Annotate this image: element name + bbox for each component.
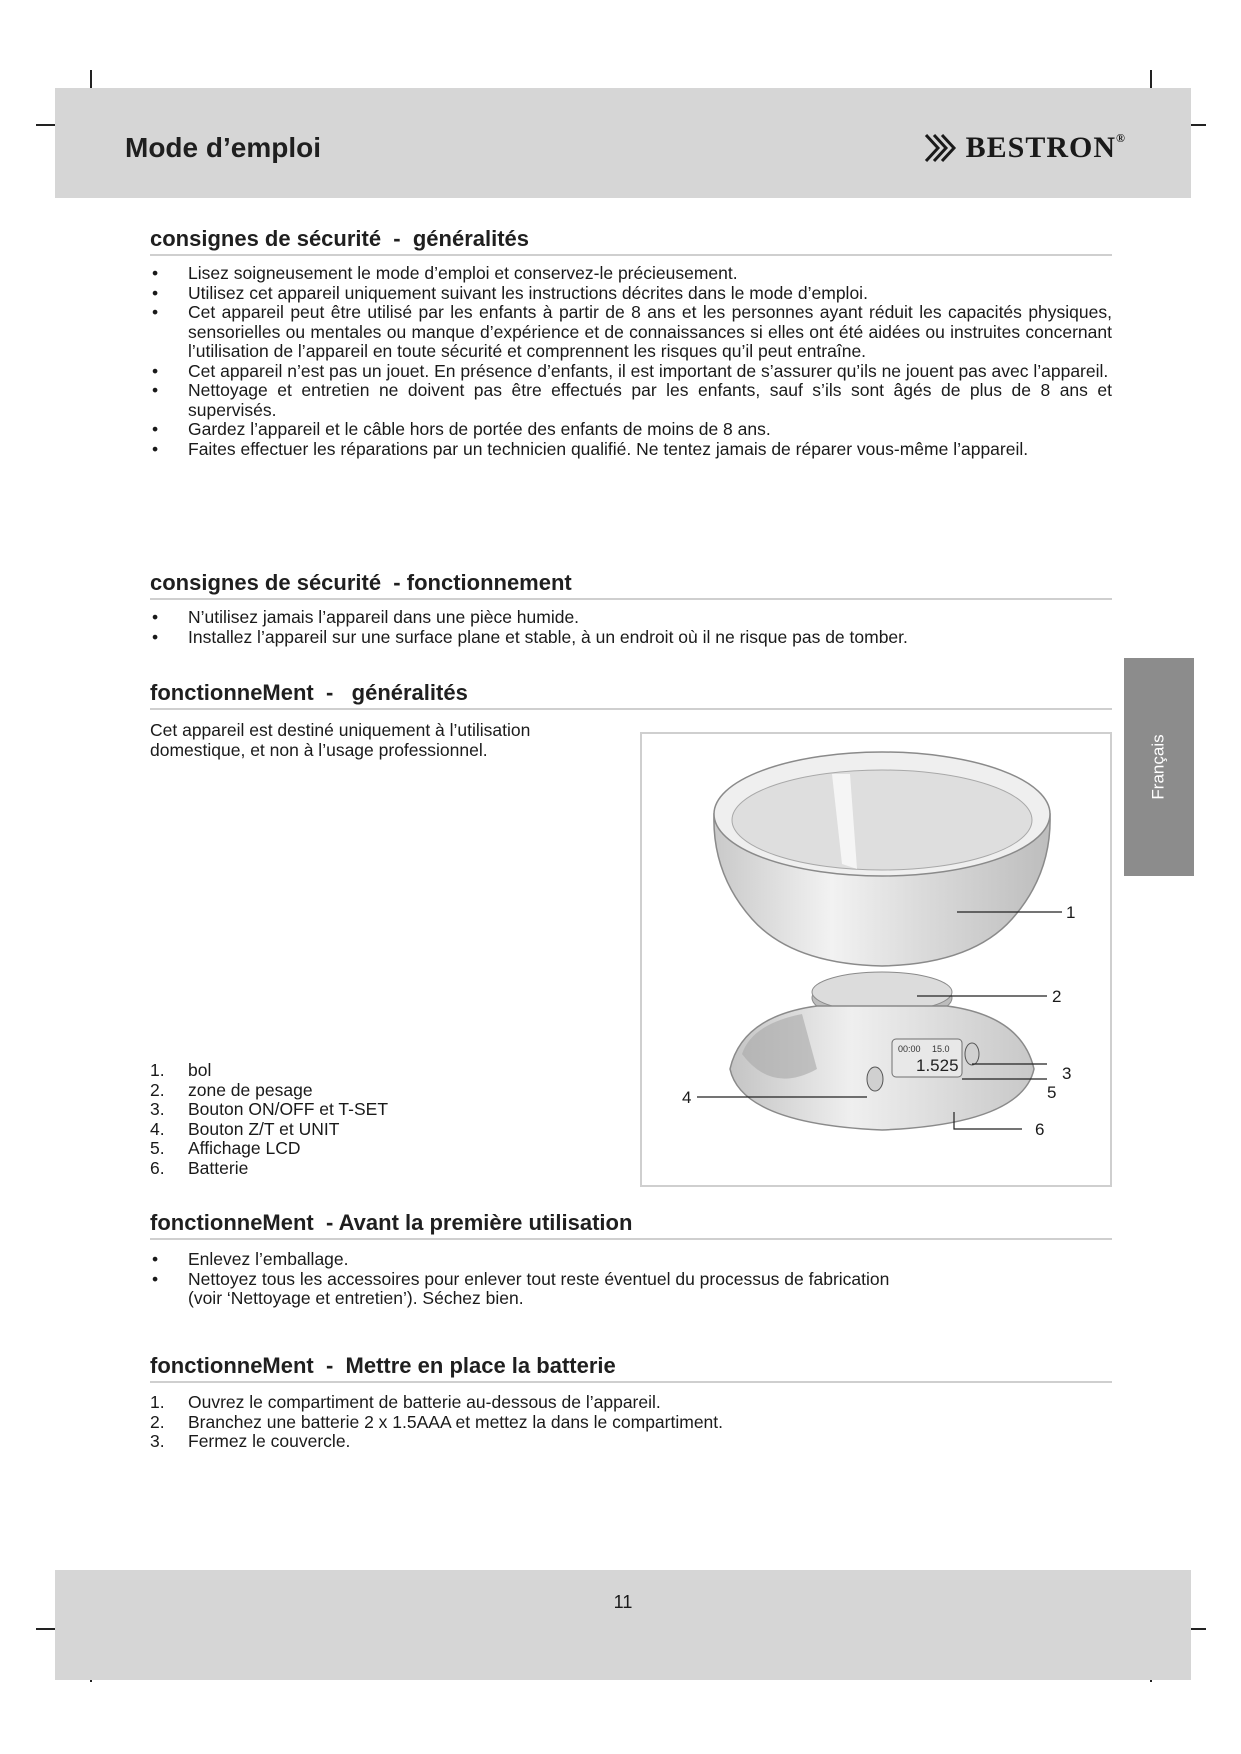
- list-item: 2. zone de pesage: [150, 1079, 313, 1100]
- kitchen-scale-illustration: [642, 734, 1110, 1185]
- list-item: • Cet appareil peut être utilisé par les enfants à partir de 8 ans et les personnes ayant réduit les capacités physiques, sensorielles ou mentales ou manque d’expérience et de connaissances si elles ont été aidées ou instruites concernant l’utilisation de l’appareil en toute sécurité et comprennent les risques qu’il peut entraîne.: [150, 303, 1112, 362]
- list-item: 3. Bouton ON/OFF et T-SET: [150, 1099, 389, 1119]
- list-item: • Enlevez l’emballage.: [150, 1250, 910, 1270]
- list-item: • Cet appareil n’est pas un jouet. En présence d’enfants, il est important de s’assurer qu’ils ne jouent pas avec l’appareil.: [150, 362, 1112, 382]
- callout-6: 6: [1035, 1120, 1045, 1139]
- list-item: • N’utilisez jamais l’appareil dans une pièce humide.: [150, 608, 1112, 628]
- language-tab: [1124, 658, 1194, 876]
- list-item: 4. Bouton Z/T et UNIT: [150, 1118, 340, 1139]
- list-item: 1. bol: [150, 1060, 212, 1080]
- section-heading-before-first-use: fonctionneMent - Avant la première utilisation: [150, 1210, 1112, 1240]
- safety-general-list: [150, 264, 1112, 459]
- section-heading-safety-operation: consignes de sécurité - fonctionnement: [150, 570, 1112, 600]
- list-item: 3. Fermez le couvercle.: [150, 1431, 351, 1451]
- list-item: 1. Ouvrez le compartiment de batterie au-dessous de l’appareil.: [150, 1392, 661, 1412]
- brand-logo: [924, 131, 1126, 165]
- lcd-display: [892, 1039, 962, 1077]
- list-item: • Utilisez cet appareil uniquement suivant les instructions décrites dans le mode d’emploi.: [150, 284, 1112, 304]
- callout-1: 1: [1066, 903, 1076, 922]
- lcd-temp: 15.0: [932, 1044, 950, 1054]
- safety-operation-list: [150, 608, 1112, 647]
- language-label: Français: [1149, 734, 1168, 800]
- section-heading-battery: fonctionneMent - Mettre en place la batterie: [150, 1353, 1112, 1383]
- header-band: [55, 88, 1191, 198]
- bowl-inner: [732, 770, 1032, 870]
- list-item: • Nettoyez tous les accessoires pour enlever tout reste éventuel du processus de fabrication (voir ‘Nettoyage et entretien’). Séchez bien.: [150, 1270, 910, 1309]
- page-title: Mode d’emploi: [125, 132, 321, 163]
- scale-figure: [640, 732, 1112, 1187]
- chevrons-icon: [924, 131, 960, 165]
- intro-paragraph: Cet appareil est destiné uniquement à l’utilisation domestique, et non à l’usage professionnel.: [150, 720, 531, 760]
- callout-3: 3: [1062, 1064, 1072, 1083]
- list-item: • Nettoyage et entretien ne doivent pas être effectués par les enfants, sauf s’ils sont âgés de plus de 8 ans et supervisés.: [150, 381, 1112, 420]
- section-heading-safety-general: consignes de sécurité - généralités: [150, 226, 1112, 256]
- lcd-time: 00:00: [898, 1044, 921, 1054]
- on-off-button: [965, 1043, 979, 1065]
- list-item: • Installez l’appareil sur une surface plane et stable, à un endroit où il ne risque pas de tomber.: [150, 628, 1112, 648]
- registered-mark: ®: [1116, 131, 1126, 145]
- zt-unit-button: [867, 1067, 883, 1091]
- list-item: 6. Batterie: [150, 1157, 249, 1178]
- list-item: • Lisez soigneusement le mode d’emploi et conservez-le précieusement.: [150, 264, 1112, 284]
- callout-2: 2: [1052, 987, 1062, 1006]
- battery-steps: [150, 1393, 1112, 1452]
- list-item: • Faites effectuer les réparations par un technicien qualifié. Ne tentez jamais de réparer vous-même l’appareil.: [150, 440, 1112, 460]
- list-item: 5. Affichage LCD: [150, 1138, 301, 1158]
- page-number: 11: [613, 1592, 633, 1612]
- callout-4: 4: [682, 1088, 692, 1107]
- before-first-use-list: [150, 1250, 910, 1309]
- brand-name: BESTRON®: [965, 131, 1126, 164]
- parts-list: [150, 1061, 610, 1178]
- footer-band: [55, 1570, 1191, 1680]
- section-heading-operation-general: fonctionneMent - généralités: [150, 680, 1112, 710]
- list-item: • Gardez l’appareil et le câble hors de portée des enfants de moins de 8 ans.: [150, 420, 1112, 440]
- callout-5: 5: [1047, 1083, 1057, 1102]
- list-item: 2. Branchez une batterie 2 x 1.5AAA et mettez la dans le compartiment.: [150, 1411, 724, 1432]
- lcd-weight: 1.525: [916, 1056, 959, 1075]
